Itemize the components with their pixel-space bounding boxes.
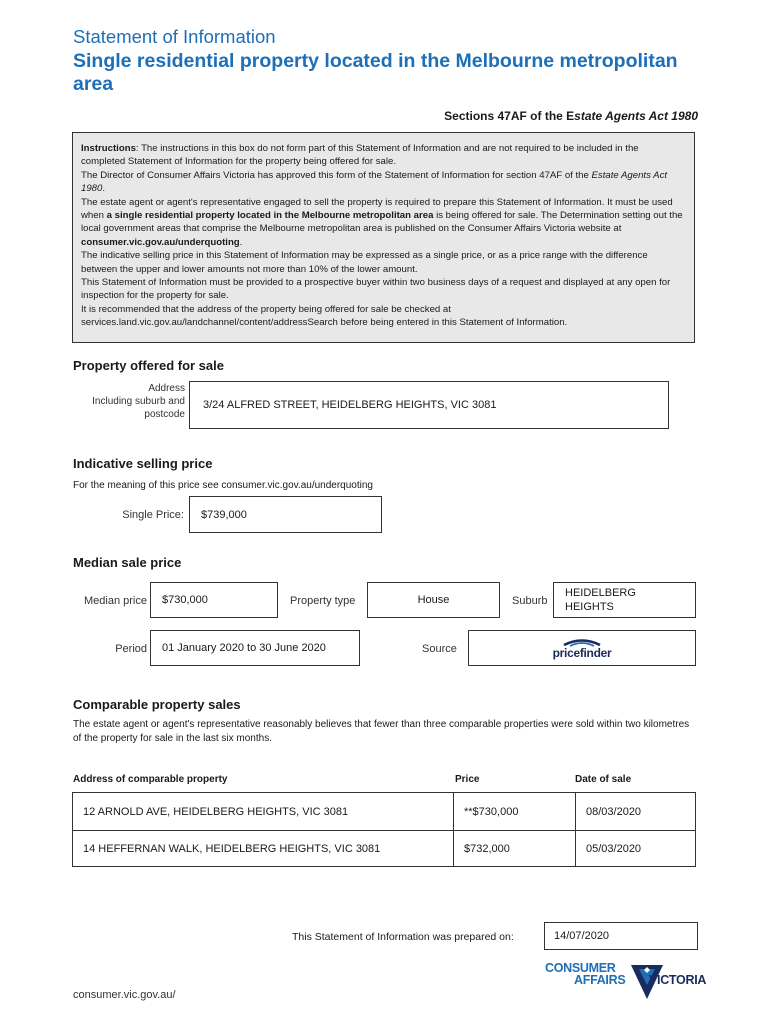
indicative-heading: Indicative selling price <box>73 456 213 471</box>
address-label-line2: Including suburb and <box>92 396 185 407</box>
median-price-label: Median price <box>84 595 147 607</box>
property-address-field[interactable]: 3/24 ALFRED STREET, HEIDELBERG HEIGHTS, VIC 3081 <box>189 381 669 429</box>
instructions-p3-end: . <box>239 236 243 248</box>
address-label-line3: postcode <box>144 409 185 420</box>
address-label-line1: Address <box>148 383 185 394</box>
pricefinder-wordmark: pricefinder <box>552 646 612 660</box>
footer-url[interactable]: consumer.vic.gov.au/ <box>73 989 176 1001</box>
row-price[interactable]: **$730,000 <box>453 793 575 830</box>
table-row <box>72 792 696 831</box>
row-address[interactable]: 12 ARNOLD AVE, HEIDELBERG HEIGHTS, VIC 3081 <box>83 805 349 818</box>
instructions-p3-bold: a single residential property located in the Melbourne metropolitan area <box>106 210 434 222</box>
period-field[interactable]: 01 January 2020 to 30 June 2020 <box>150 630 360 666</box>
logo-consumer: CONSUMER <box>545 961 616 975</box>
single-price-label: Single Price: <box>122 509 184 521</box>
instructions-p2 <box>81 169 684 196</box>
comparable-heading: Comparable property sales <box>73 697 241 712</box>
prepared-label: This Statement of Information was prepared on: <box>292 931 514 943</box>
logo-affairs: AFFAIRS <box>574 973 626 987</box>
instructions-p2-text: The Director of Consumer Affairs Victoria has approved this form of the Statement of Information for section 47AF of the <box>81 169 592 181</box>
instructions-box <box>72 132 695 343</box>
row-date[interactable]: 05/03/2020 <box>575 831 697 866</box>
median-heading: Median sale price <box>73 555 182 570</box>
instructions-p2-end: . <box>102 183 106 195</box>
form-title: Single residential property located in the Melbourne metropolitan area <box>73 50 678 95</box>
instructions-p4: The indicative selling price in this Statement of Information may be expressed as a single price, or as a price range with the difference between the upper and lower amounts not more than 10% of the lower amount. <box>81 250 648 275</box>
pricefinder-logo <box>542 635 622 661</box>
instructions-p3-text: The estate agent or agent's representative engaged to sell the property is required to prepare this Statement of Information. It must be used when <box>81 196 673 222</box>
instructions-p2-act: Estate Agents Act 1980 <box>81 169 668 195</box>
median-price-field[interactable]: $730,000 <box>150 582 278 618</box>
single-price-field[interactable]: $739,000 <box>189 496 382 533</box>
property-type-field[interactable]: House <box>367 582 500 618</box>
instructions-p3 <box>81 196 684 250</box>
prepared-date-field[interactable]: 14/07/2020 <box>544 922 698 950</box>
instructions-label: Instructions <box>81 143 136 154</box>
source-label: Source <box>422 643 457 655</box>
suburb-line2: HEIGHTS <box>565 601 614 613</box>
suburb-line1: HEIDELBERG <box>565 587 636 599</box>
source-field[interactable] <box>468 630 696 666</box>
col-date-header: Date of sale <box>575 774 632 785</box>
period-label: Period <box>115 643 147 655</box>
comparable-note: The estate agent or agent's representative reasonably believes that fewer than three comparable properties were sold within two kilometres of the property for sale in the last six months. <box>73 719 690 744</box>
legislation-reference <box>444 109 698 123</box>
property-type-label: Property type <box>290 595 356 607</box>
instructions-p5: This Statement of Information must be provided to a prospective buyer within two business days of a request and displayed at any open for inspection for the property for sale. <box>81 277 671 302</box>
property-heading: Property offered for sale <box>73 358 224 373</box>
instructions-p1-text: : The instructions in this box do not form part of this Statement of Information and are not required to be included in the completed Statement of Information for the property being offered for sale. <box>81 143 639 168</box>
col-price-header: Price <box>455 774 480 785</box>
instructions-p1 <box>81 142 684 169</box>
row-price[interactable]: $732,000 <box>453 831 575 866</box>
suburb-label: Suburb <box>512 595 548 607</box>
row-address[interactable]: 14 HEFFERNAN WALK, HEIDELBERG HEIGHTS, VIC 3081 <box>83 842 381 855</box>
row-date[interactable]: 08/03/2020 <box>575 793 697 830</box>
logo-victoria: VICTORIA <box>649 973 707 987</box>
sections-prefix: Sections 47AF of the E <box>444 109 575 123</box>
instructions-p3-text-b: is being offered for sale. The Determination setting out the local government areas that comprise the Melbourne metropolitan area is published on the Consumer Affairs Victoria website at <box>81 210 683 235</box>
form-pre-title: Statement of Information <box>73 26 276 47</box>
consumer-affairs-victoria-logo <box>545 961 707 1001</box>
underquoting-link[interactable]: consumer.vic.gov.au/underquoting <box>81 236 240 248</box>
col-address-header: Address of comparable property <box>73 774 228 785</box>
suburb-field[interactable] <box>553 582 696 618</box>
instructions-p6: It is recommended that the address of the property being offered for sale be checked at services.land.vic.gov.au/landchannel/content/addressSearch before being entered in this Statement of Information. <box>81 303 568 329</box>
indicative-note: For the meaning of this price see consumer.vic.gov.au/underquoting <box>73 480 373 491</box>
address-label <box>60 382 185 421</box>
table-row <box>72 830 696 867</box>
sections-act-name: state Agents Act 1980 <box>574 109 698 123</box>
